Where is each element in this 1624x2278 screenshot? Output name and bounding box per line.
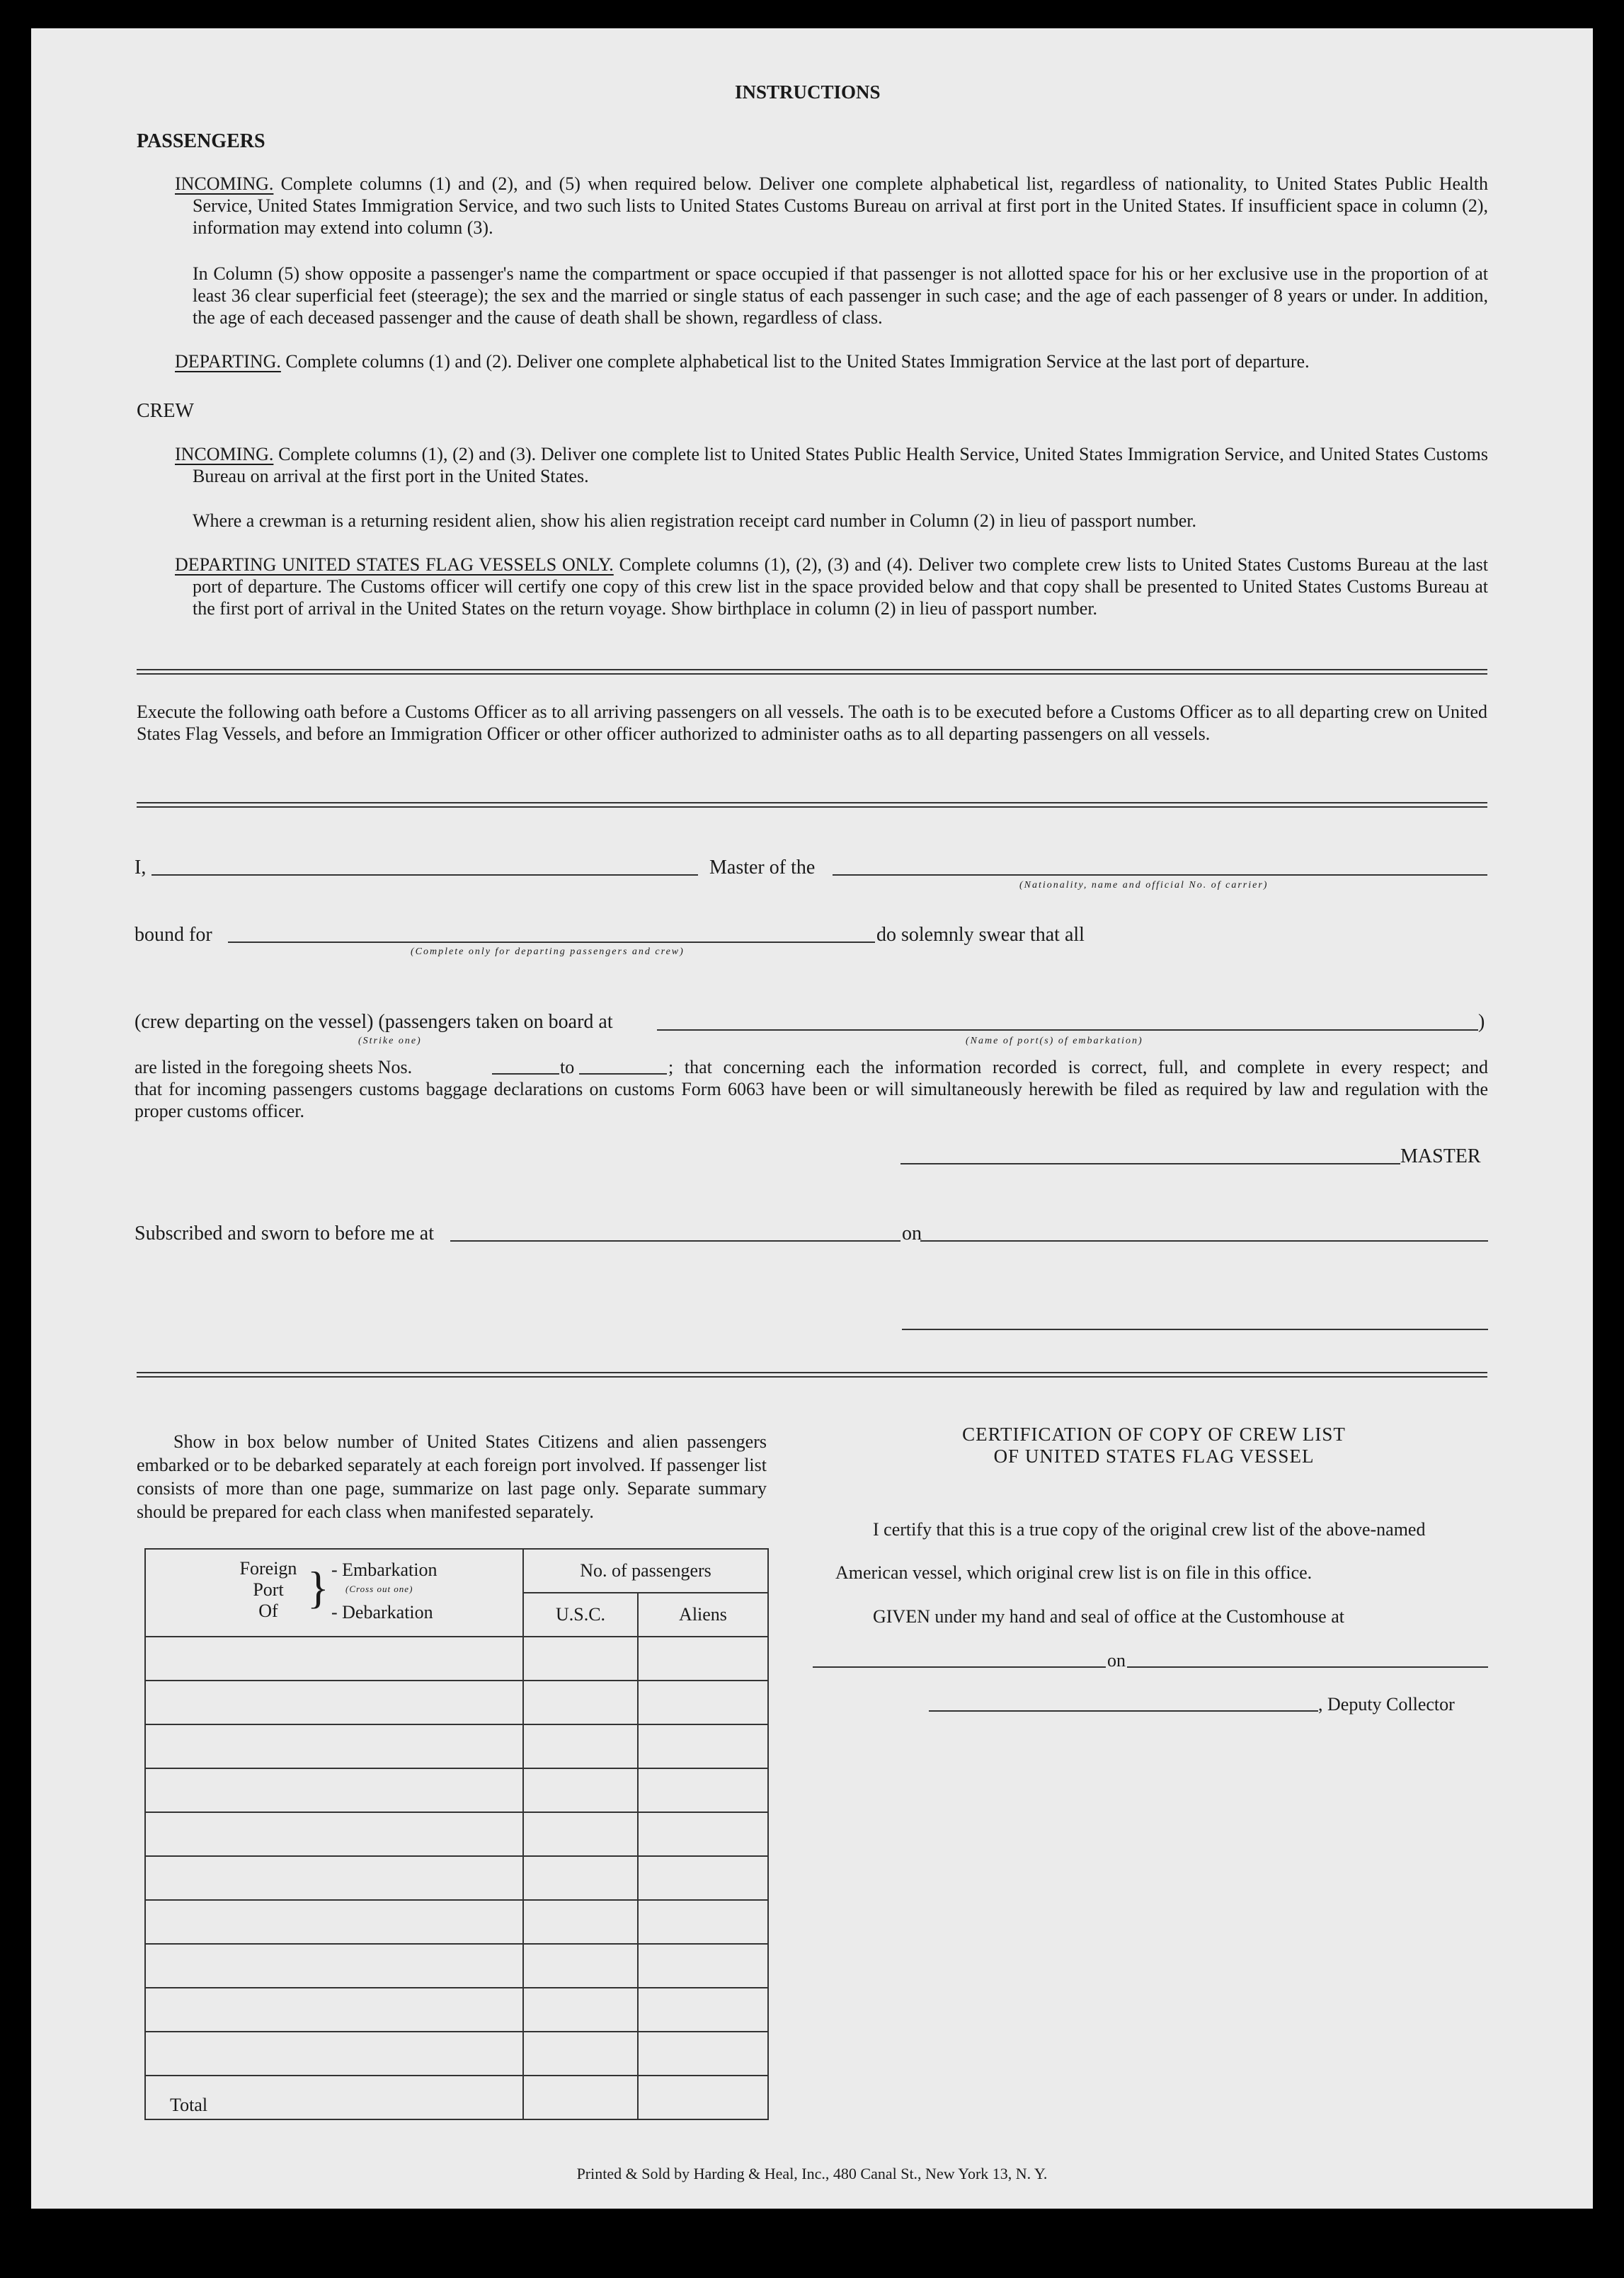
sheet-to-line[interactable] (579, 1073, 667, 1075)
bound-for-line[interactable] (228, 941, 875, 943)
port-col-line1: Foreign (239, 1558, 297, 1579)
double-rule (137, 669, 1487, 675)
aliens-cell[interactable] (638, 1768, 768, 1812)
port-cell[interactable] (145, 1988, 523, 2032)
usc-cell[interactable] (523, 1681, 638, 1724)
port-cell[interactable] (145, 2032, 523, 2076)
sworn-place-line[interactable] (450, 1240, 900, 1242)
crew-departing-para (175, 554, 1488, 619)
crew-incoming-label: INCOMING. (175, 444, 274, 464)
port-cell[interactable] (145, 1812, 523, 1856)
port-cell[interactable] (145, 1681, 523, 1724)
master-signature-line[interactable] (900, 1163, 1400, 1164)
passengers-incoming-label: INCOMING. (175, 173, 274, 194)
certification-title-2: OF UNITED STATES FLAG VESSEL (993, 1446, 1315, 1467)
crew-departing-label: DEPARTING UNITED STATES FLAG VESSELS ONLY. (175, 554, 614, 575)
port-cell[interactable] (145, 1724, 523, 1768)
usc-cell[interactable] (523, 1988, 638, 2032)
usc-cell[interactable] (523, 1812, 638, 1856)
aliens-cell[interactable] (638, 1856, 768, 1900)
usc-cell[interactable] (523, 1944, 638, 1988)
aliens-cell[interactable] (638, 1681, 768, 1724)
port-cell[interactable] (145, 1768, 523, 1812)
port-cell[interactable] (145, 1856, 523, 1900)
usc-cell[interactable] (523, 1637, 638, 1681)
customhouse-line[interactable] (813, 1666, 1106, 1668)
oath-i-label: I, (135, 857, 147, 878)
port-embarkation-line[interactable] (657, 1029, 1478, 1031)
port-col-line3: Of (258, 1601, 278, 1621)
double-rule (137, 1372, 1487, 1378)
total-label: Total (145, 2076, 523, 2119)
cert-on-label: on (1107, 1650, 1126, 1671)
on-label: on (902, 1223, 922, 1244)
baggage-declaration-text: that for incoming passengers customs baggage declarations on customs Form 6063 have been or will simultaneously herewith be filed as required by law and regulation with the proper customs officer. (135, 1079, 1488, 1121)
usc-cell[interactable] (523, 2032, 638, 2076)
passengers-incoming-para (175, 173, 1488, 239)
deputy-collector-label: , Deputy Collector (1318, 1694, 1455, 1715)
master-label: MASTER (1400, 1145, 1481, 1167)
port-header (145, 1549, 523, 1637)
certify-text: I certify that this is a true copy of the original crew list of the above-named (873, 1519, 1426, 1540)
double-rule (137, 802, 1487, 808)
passengers-heading: PASSENGERS (137, 130, 265, 152)
bound-for-label: bound for (135, 924, 212, 946)
port-cell[interactable] (145, 1900, 523, 1944)
cross-out-note: (Cross out one) (345, 1584, 413, 1594)
port-note: (Name of port(s) of embarkation) (966, 1036, 1143, 1046)
aliens-cell[interactable] (638, 1944, 768, 1988)
deputy-signature-line[interactable] (929, 1710, 1318, 1712)
oath-intro: Execute the following oath before a Customs Officer as to all arriving passengers on all vessels. The oath is to be executed before a Customs Officer as to all departing crew on United States Flag Vessels, and before an Immigration Officer or other officer authorized to administer oaths as to all departing passengers on all vessels. (137, 702, 1487, 744)
carrier-note: (Nationality, name and official No. of carrier) (1019, 880, 1269, 891)
passengers-departing-para (175, 350, 1488, 372)
swear-label: do solemnly swear that all (876, 924, 1085, 946)
crew-departing-text: Complete columns (1), (2), (3) and (4). Deliver two complete crew lists to United States Customs Bureau at the last port of departure. The Customs officer will certify one copy of this crew list in the space provided below and that copy shall be presented to United States Customs Bureau at the first port of arrival in the United States on the return voyage. Show birthplace in column (2) in lieu of passport number. (193, 554, 1488, 619)
subscribed-label: Subscribed and sworn to before me at (135, 1223, 434, 1244)
aliens-cell[interactable] (638, 2032, 768, 2076)
certification-title-1: CERTIFICATION OF COPY OF CREW LIST (962, 1424, 1346, 1445)
debarkation-label: - Debarkation (331, 1602, 433, 1622)
passengers-incoming-text: Complete columns (1) and (2), and (5) when required below. Deliver one complete alphabetical list, regardless of nationality, to United States Public Health Service, United States Immigration Service, and two such lists to United States Customs Bureau on arrival at first port in the United States. If insufficient space in column (2), information may extend into column (3). (193, 173, 1488, 238)
sheets-prefix: are listed in the foregoing sheets Nos. (135, 1057, 413, 1077)
master-of-label: Master of the (709, 857, 816, 878)
passengers-column5-text: In Column (5) show opposite a passenger's name the compartment or space occupied if that passenger is not allotted space for his or her exclusive use in the proportion of at least 36 clear superficial feet (steerage); the sex and the married or single status of each passenger in such case; and the age of each passenger of 8 years or under. In addition, the age of each deceased passenger and the cause of death shall be shown, regardless of class. (193, 263, 1488, 328)
sworn-date-line[interactable] (920, 1240, 1488, 1242)
complete-note: (Complete only for departing passengers and crew) (411, 946, 685, 957)
crew-incoming-text: Complete columns (1), (2) and (3). Deliver one complete list to United States Public Health Service, United States Immigration Service, and United States Customs Bureau on arrival at the first port in the United States. (193, 444, 1488, 486)
strike-note: (Strike one) (358, 1036, 422, 1046)
sheets-suffix: ; that concerning each the information recorded is correct, full, and complete in every respect; and (668, 1057, 1488, 1077)
crew-resident-text: Where a crewman is a returning resident alien, show his alien registration receipt card number in Column (2) in lieu of passport number. (193, 510, 1197, 531)
master-name-line[interactable] (151, 874, 698, 876)
officer-signature-line[interactable] (902, 1329, 1488, 1330)
aliens-cell[interactable] (638, 1900, 768, 1944)
sheet-from-line[interactable] (492, 1073, 559, 1075)
aliens-cell[interactable] (638, 1812, 768, 1856)
usc-cell[interactable] (523, 1900, 638, 1944)
port-cell[interactable] (145, 1637, 523, 1681)
usc-header: U.S.C. (523, 1593, 638, 1637)
brace-icon: } (307, 1562, 329, 1613)
embarkation-label: - Embarkation (331, 1559, 438, 1580)
printer-footer: Printed & Sold by Harding & Heal, Inc., 480 Canal St., New York 13, N. Y. (576, 2165, 1048, 2182)
usc-cell[interactable] (523, 1856, 638, 1900)
carrier-line[interactable] (833, 874, 1487, 876)
passengers-departing-text: Complete columns (1) and (2). Deliver one complete alphabetical list to the United States Immigration Service at the last port of departure. (285, 351, 1310, 372)
passengers-departing-label: DEPARTING. (175, 351, 281, 372)
aliens-cell[interactable] (638, 1724, 768, 1768)
summary-instructions: Show in box below number of United States Citizens and alien passengers embarked or to be debarked separately at each foreign port involved. If passenger list consists of more than one page, summarize on last page only. Separate summary should be prepared for each class when manifested separately. (137, 1431, 767, 1522)
usc-total-cell[interactable] (523, 2076, 638, 2119)
no-of-passengers-header: No. of passengers (523, 1549, 768, 1593)
to-label: to (560, 1057, 575, 1077)
usc-cell[interactable] (523, 1724, 638, 1768)
american-vessel-text: American vessel, which original crew list is on file in this office. (835, 1562, 1313, 1583)
cert-date-line[interactable] (1127, 1666, 1488, 1668)
close-paren: ) (1478, 1011, 1485, 1033)
crew-heading: CREW (137, 400, 194, 422)
port-col-line2: Port (253, 1579, 284, 1600)
passenger-summary-table (144, 1548, 769, 2120)
crew-passengers-label: (crew departing on the vessel) (passengers taken on board at (135, 1011, 613, 1033)
port-cell[interactable] (145, 1944, 523, 1988)
instructions-title: INSTRUCTIONS (735, 81, 881, 103)
aliens-cell[interactable] (638, 1988, 768, 2032)
usc-cell[interactable] (523, 1768, 638, 1812)
aliens-cell[interactable] (638, 1637, 768, 1681)
crew-incoming-para (175, 443, 1488, 487)
given-text: GIVEN under my hand and seal of office at the Customhouse at (873, 1606, 1344, 1627)
aliens-header: Aliens (638, 1593, 768, 1637)
aliens-total-cell[interactable] (638, 2076, 768, 2119)
